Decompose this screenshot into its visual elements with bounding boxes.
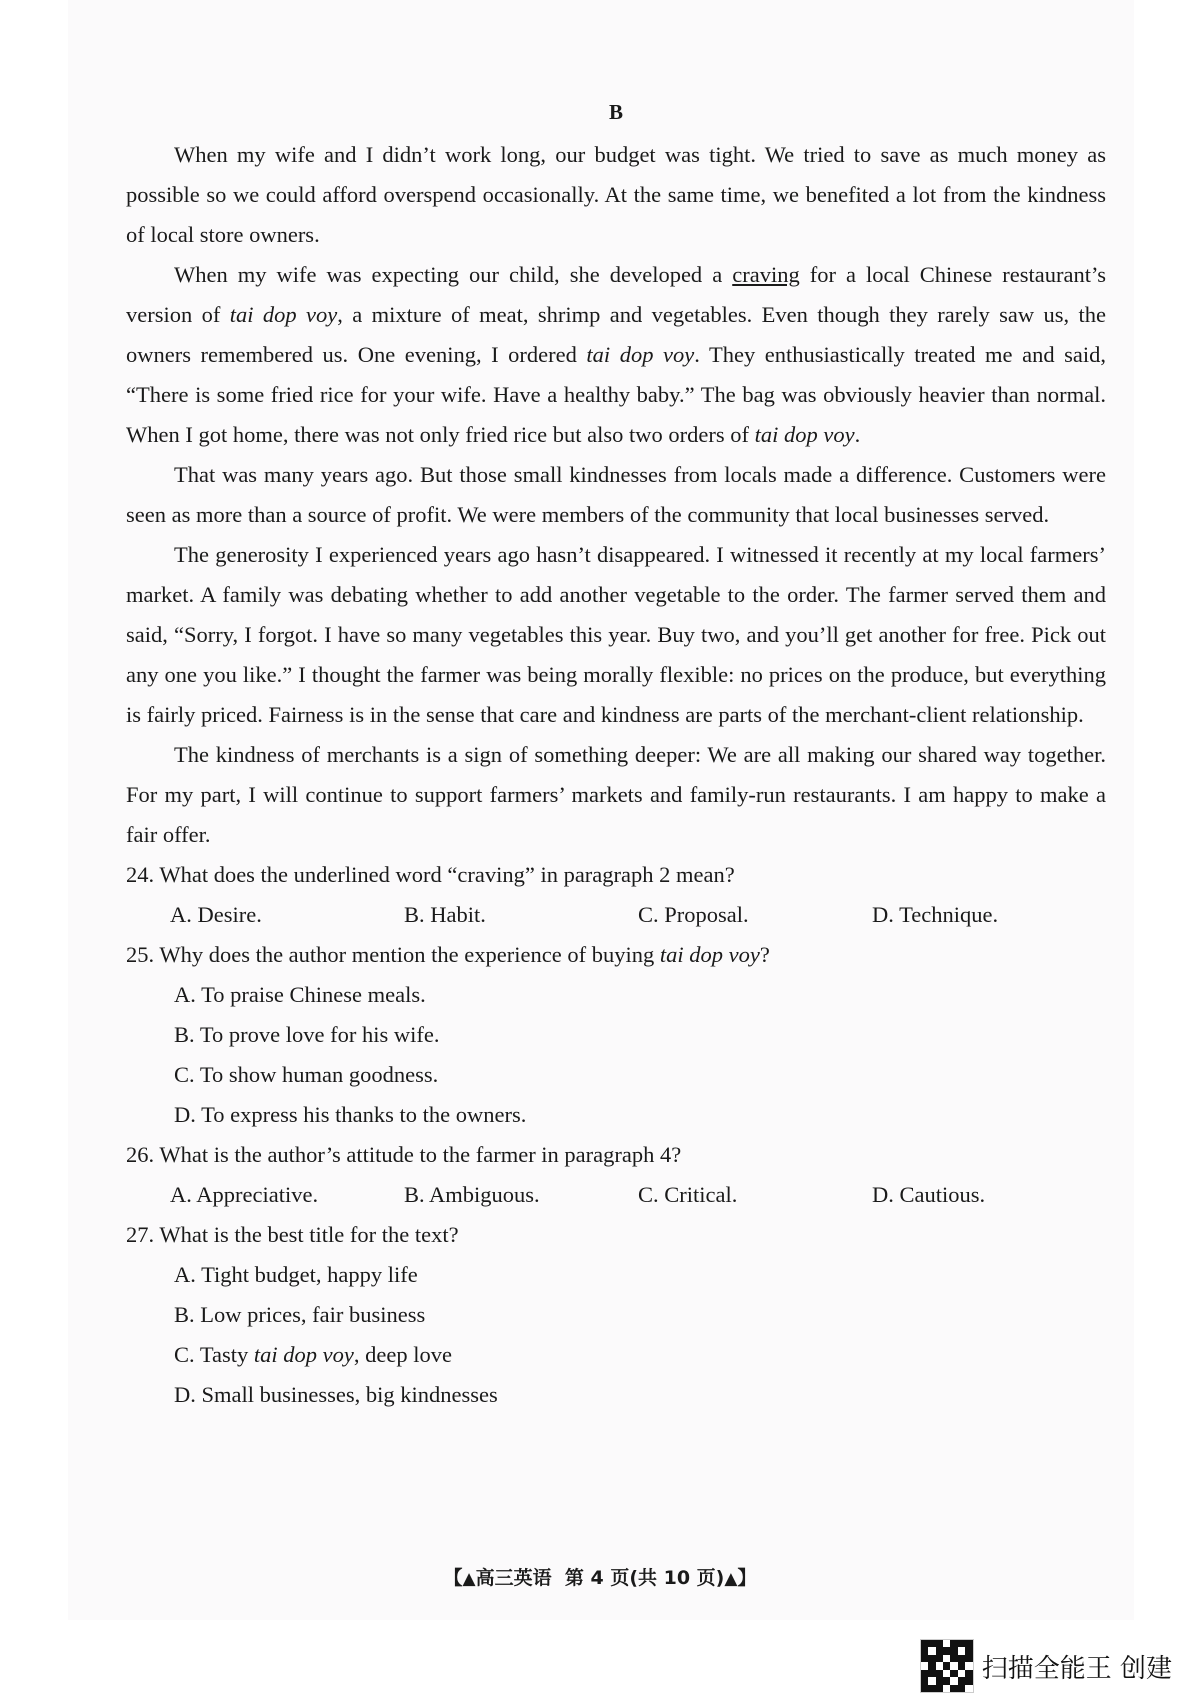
section-title: B [608,100,623,124]
page-number: 第 4 页(共 10 页) [564,1567,725,1589]
option-b: B. To prove love for his wife. [174,1022,440,1047]
scanner-watermark [920,1640,1172,1692]
exam-content [126,100,1106,1415]
underlined-word: craving [732,262,800,287]
option-b: B. Ambiguous. [404,1182,540,1207]
dish-name: tai dop voy [754,422,855,447]
option-a: A. Tight budget, happy life [174,1262,418,1287]
option-d: D. Cautious. [872,1182,986,1207]
triangle-icon: ▲ [462,1569,476,1589]
question-25: 25. Why does the author mention the experience of buying tai dop voy? [126,942,770,967]
subject-label: 高三英语 [475,1567,552,1589]
paragraph-4: The generosity I experienced years ago hasn’t disappeared. I witnessed it recently at my local farmers’ market. A family was debating whether to add another vegetable to the order. The farmer served them and said, “Sorry, I forgot. I have so many vegetables this year. Buy two, and you’ll get another for free. Pick out any one you like.” I thought the farmer was being morally flexible: no prices on the produce, but everything is fairly priced. Fairness is in the sense that care and kindness are parts of the merchant-client relationship. [126,542,1106,727]
question-26: 26. What is the author’s attitude to the farmer in paragraph 4? [126,1142,682,1167]
question-27: 27. What is the best title for the text? [126,1222,459,1247]
question-24: 24. What does the underlined word “craving” in paragraph 2 mean? [126,862,735,887]
option-a: A. To praise Chinese meals. [174,982,426,1007]
dish-name: tai dop voy [229,302,338,327]
paragraph-3: That was many years ago. But those small kindnesses from locals made a difference. Customers were seen as more than a source of profit. We were members of the community that local businesses served. [126,462,1106,527]
option-b: B. Habit. [404,902,486,927]
option-d: D. Technique. [872,902,999,927]
paragraph-1: When my wife and I didn’t work long, our budget was tight. We tried to save as much money as possible so we could afford overspend occasionally. At the same time, we benefited a lot from the kindness of local store owners. [126,142,1106,247]
option-c: C. Critical. [638,1182,738,1207]
option-c: C. Proposal. [638,902,749,927]
paragraph-5: The kindness of merchants is a sign of something deeper: We are all making our shared way together. For my part, I will continue to support farmers’ markets and family-run restaurants. I am happy to make a fair offer. [126,742,1106,847]
option-c: C. To show human goodness. [174,1062,439,1087]
option-c: C. Tasty tai dop voy, deep love [174,1342,452,1367]
question-24-options [126,895,1106,935]
option-a: A. Appreciative. [170,1182,319,1207]
option-d: D. Small businesses, big kindnesses [174,1382,498,1407]
option-b: B. Low prices, fair business [174,1302,426,1327]
option-a: A. Desire. [170,902,262,927]
watermark-text: 扫描全能王 创建 [981,1653,1172,1684]
page-footer: 【▲高三英语 第 4 页(共 10 页)▲】 [443,1567,757,1589]
dish-name: tai dop voy [586,342,695,367]
paragraph-2: When my wife was expecting our child, she developed a craving for a local Chinese restaurant’s version of tai dop voy, a mixture of meat, shrimp and vegetables. Even though they rarely saw us, the owners remembered us. One evening, I ordered tai dop voy. They enthusiastically treated me and said, “There is some fried rice for your wife. Have a healthy baby.” The bag was obviously heavier than normal. When I got home, there was not only fried rice but also two orders of tai dop voy. [126,262,1107,447]
question-26-options [126,1175,1106,1215]
qr-code-icon [920,1639,974,1693]
option-d: D. To express his thanks to the owners. [174,1102,527,1127]
triangle-icon: ▲ [724,1569,738,1589]
